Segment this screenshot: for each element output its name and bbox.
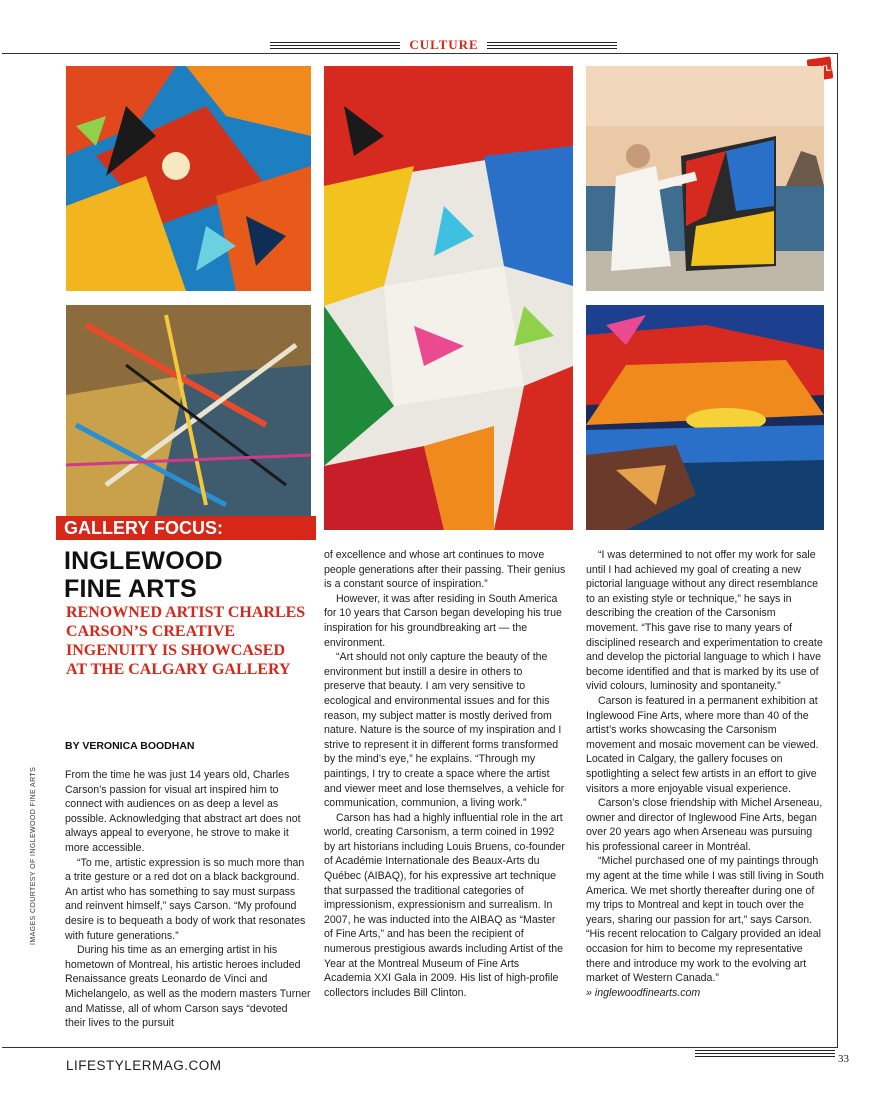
article-byline: BY VERONICA BOODHAN [65, 740, 195, 752]
page-frame-bottom [2, 1047, 838, 1048]
paragraph: Carson has had a highly influential role in the art world, creating Carsonism, a term coined in 1992 by art historians including Louis Bruens, co-founder of Académie Internationale des Beaux-Arts du Québec (AIBAQ), for his expressive art technique that surpassed the traditional categories of impressionism, expressionism and surrealism. In 2007, he was inducted into the AIBAQ as “Master of Fine Arts,” and has been the recipient of numerous prestigious awards including Artist of the Year at the Montreal Museum of Fine Arts Academia XXI Gala in 2009. His list of high-profile collectors includes Bill Clinton. [324, 811, 565, 999]
header-rule-right [487, 42, 617, 50]
paragraph: “Michel purchased one of my paintings through my agent at the time while I was still living in South America. We met shortly thereafter during one of my trips to Montreal and kept in touch over the years, sharing our passion for art,” says Carson. “His recent relocation to Calgary provided an ideal occasion for him to become my representative there and introduce my work to the evolving art market of Western Canada.” [586, 855, 824, 985]
paragraph: “I was determined to not offer my work for sale until I had achieved my goal of creating a new pictorial language without any direct resemblance to an existing style or technique,” he says in describing the creation of the Carsonism movement. “This gave rise to many years of disciplined research and experimentation to create and develop the pictorial language to which I have become identified and that is marked by its use of vivid colours, luminosity and spontaneity.” [586, 549, 823, 693]
body-column-1 [65, 768, 311, 1031]
body-column-3 [586, 548, 826, 1000]
page-number: 33 [838, 1053, 849, 1065]
paragraph: However, it was after residing in South America for 10 years that Carson began developing his true inspiration for his groundbreaking art — the environment. [324, 592, 562, 649]
header-rule-left [270, 42, 400, 50]
article-deck: RENOWNED ARTIST CHARLES CARSON’S CREATIVE INGENUITY IS SHOWCASED AT THE CALGARY GALLERY [66, 604, 306, 678]
painting-image-3 [324, 66, 573, 530]
headline-line-2: FINE ARTS [64, 575, 197, 603]
body-column-2 [324, 548, 566, 1000]
painting-image-1 [66, 66, 311, 291]
headline-line-1: INGLEWOOD [64, 547, 223, 575]
page-frame-top [2, 53, 838, 54]
footer-rule [695, 1050, 835, 1059]
paragraph: From the time he was just 14 years old, Charles Carson’s passion for visual art inspired him to connect with audiences on as deep a level as possible. Acknowledging that abstract art does not always appeal to everyone, he strove to make it more accessible. [65, 769, 301, 854]
paragraph: “To me, artistic expression is so much more than a trite gesture or a red dot on a black background. An artist who has something to say must surpass and reinvent himself,” says Carson. “My profound desire is to bequeath a body of work that resonates with future generations.” [65, 856, 306, 942]
image-credit: IMAGES COURTESY OF INGLEWOOD FINE ARTS [30, 766, 37, 945]
paragraph: “Art should not only capture the beauty of the environment but instill a desire in others to preserve that beauty. I am very sensitive to ecological and environmental issues and for this reason, my subject matter is mostly derived from nature. Nature is the source of my inspiration and I strive to represent it in different forms transformed by the mind’s eye,” he explains. “Through my paintings, I try to create a space where the artist and viewer meet and lose themselves, a vehicle for communication, communion, a living work.” [324, 651, 565, 810]
footer-website: LIFESTYLERMAG.COM [66, 1058, 222, 1073]
paragraph: During his time as an emerging artist in his hometown of Montreal, his artistic heroes included Renaissance greats Leonardo de Vinci and Michelangelo, as well as the modern masters Turner and Matisse, all of whom Carson says “devoted their lives to the pursuit [65, 944, 311, 1030]
painting-image-2 [66, 305, 311, 517]
sunset-painting-image [586, 305, 824, 530]
page-frame-right [837, 53, 838, 1048]
section-title: CULTURE [405, 37, 483, 53]
artist-photo [586, 66, 824, 291]
article-headline [64, 547, 304, 603]
paragraph: of excellence and whose art continues to move people generations after their passing. Their genius is a constant source of inspiration.” [324, 549, 566, 591]
paragraph: Carson’s close friendship with Michel Arseneau, owner and director of Inglewood Fine Arts, began over 20 years ago when Arseneau was pursuing his professional career in Montréal. [586, 797, 823, 853]
gallery-focus-label: GALLERY FOCUS: [56, 516, 316, 540]
paragraph: Carson is featured in a permanent exhibition at Inglewood Fine Arts, where more than 40 of the artist’s works showcasing the Carsonism movement and mosaic movement can be viewed. Located in Calgary, the gallery focuses on spotlighting a select few artists in an effort to give visitors a more enjoyable visual experience. [586, 694, 819, 795]
website-link[interactable]: » inglewoodfinearts.com [586, 986, 701, 999]
